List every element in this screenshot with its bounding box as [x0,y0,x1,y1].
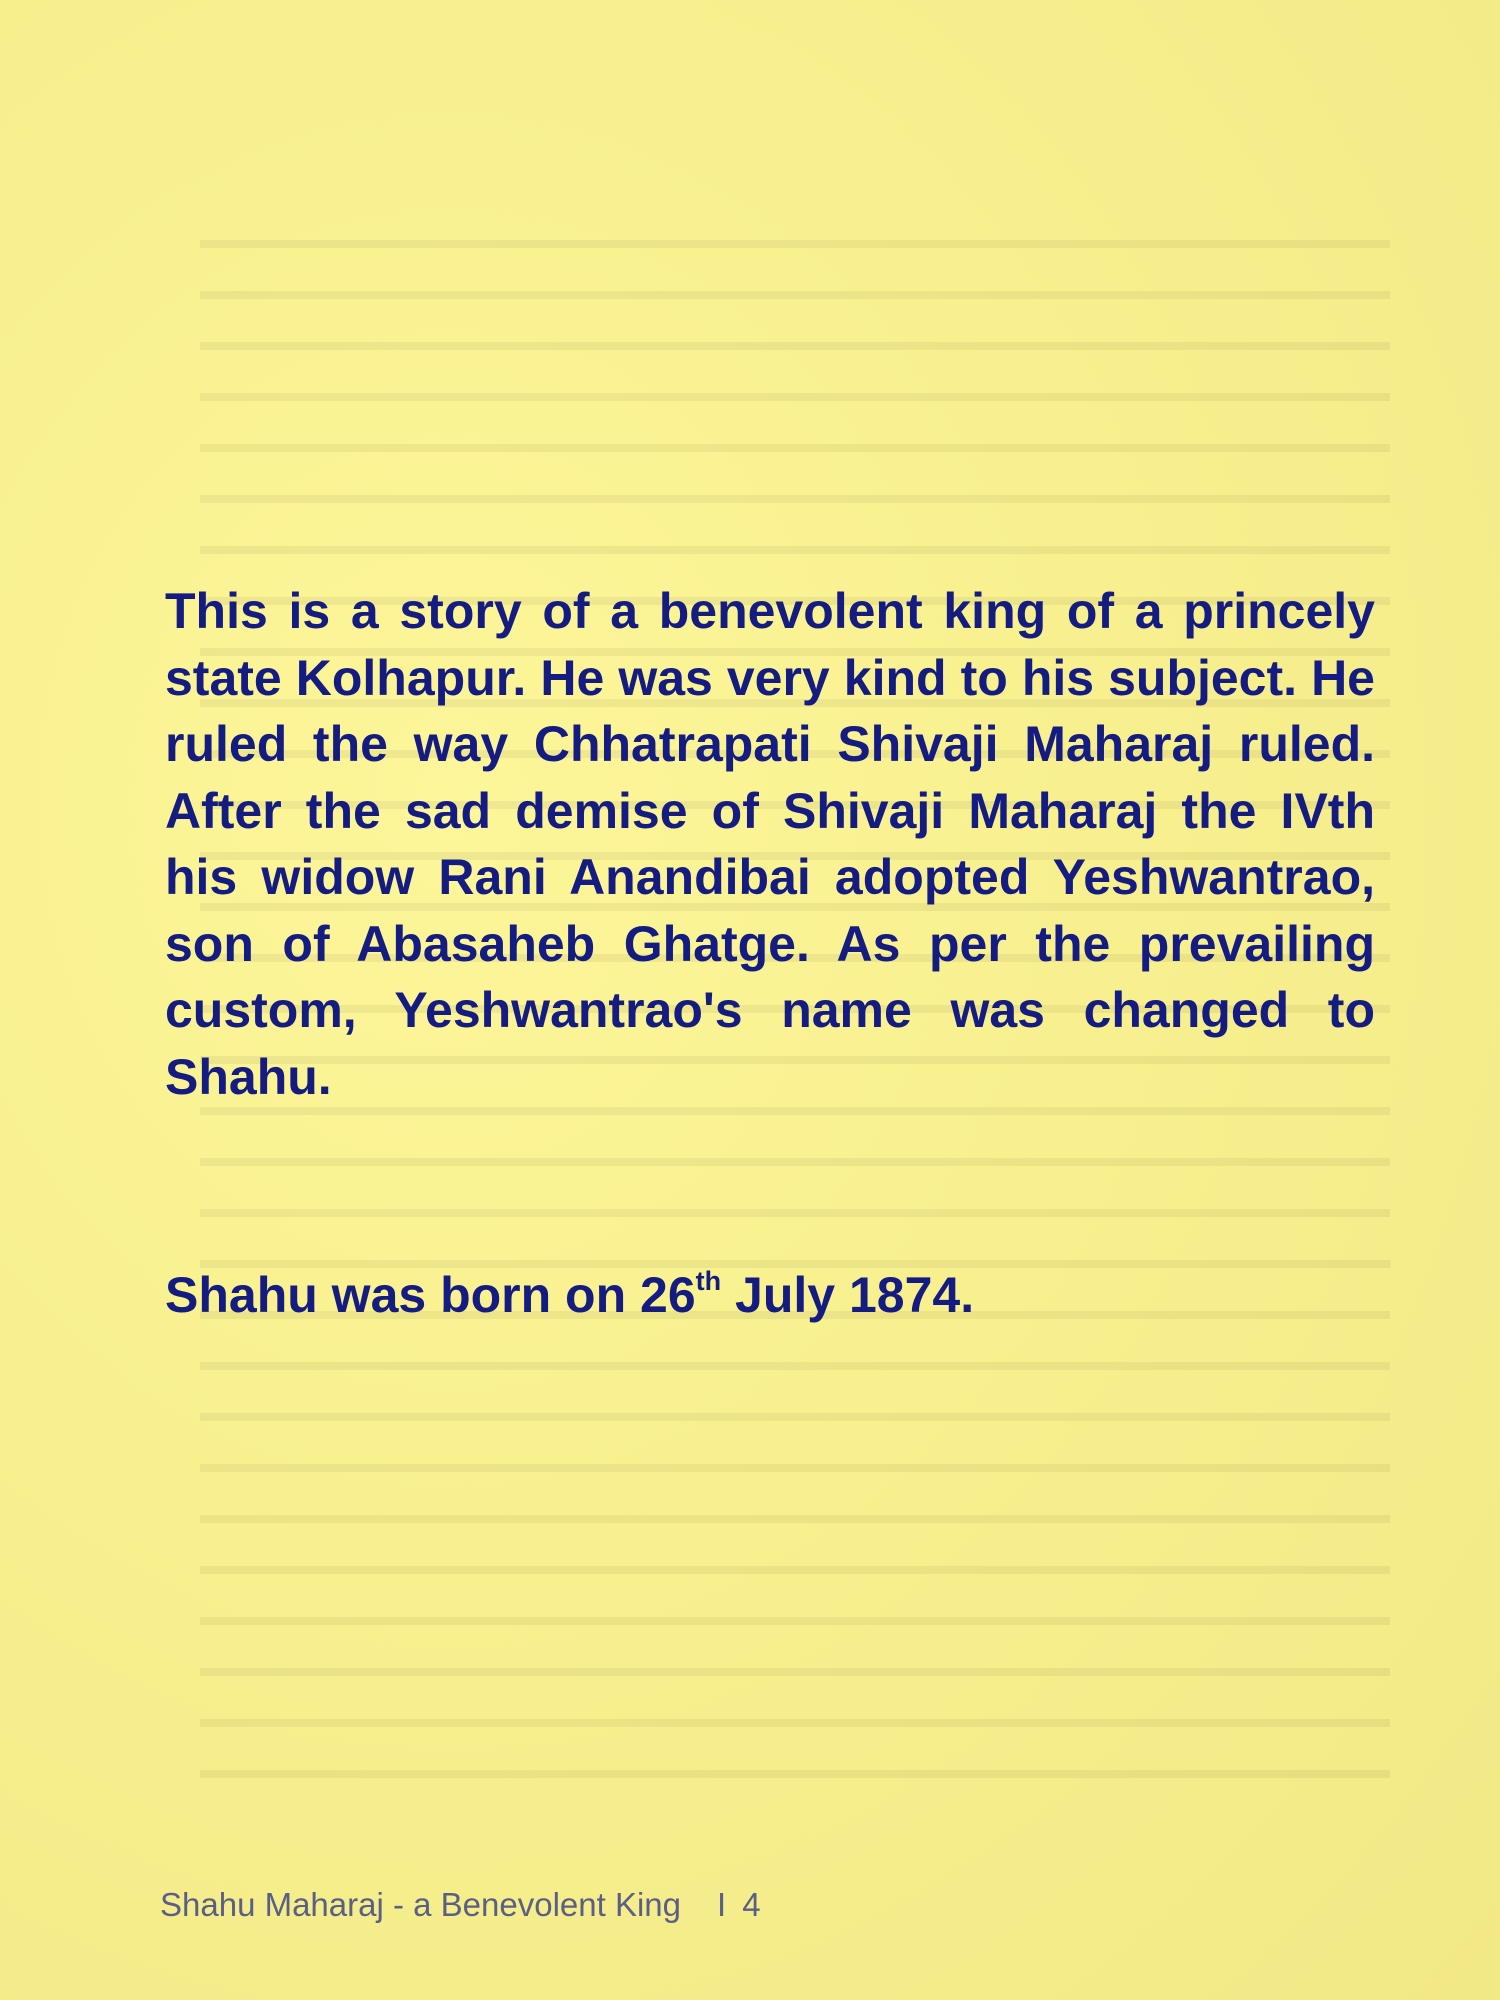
page-number: 4 [742,1886,761,1923]
page-footer [160,1886,761,1924]
ordinal-suffix: th [695,1266,722,1297]
birth-date-line [165,1262,974,1328]
birth-date-text: July 1874. [721,1267,975,1323]
birth-text: Shahu was born on 26 [165,1267,696,1323]
footer-separator: I [717,1886,727,1923]
book-title: Shahu Maharaj - a Benevolent King [160,1886,682,1923]
story-paragraph: This is a story of a benevolent king of a princely state Kolhapur. He was very kind to his subject. He ruled the way Chhatrapati Shivaji Maharaj ruled. After the sad demise of Shivaji Maharaj the IVth his widow Rani Anandibai adopted Yeshwantrao, son of Abasaheb Ghatge. As per the prevailing custom, Yeshwantrao's name was changed to Shahu. [165,583,1375,1105]
